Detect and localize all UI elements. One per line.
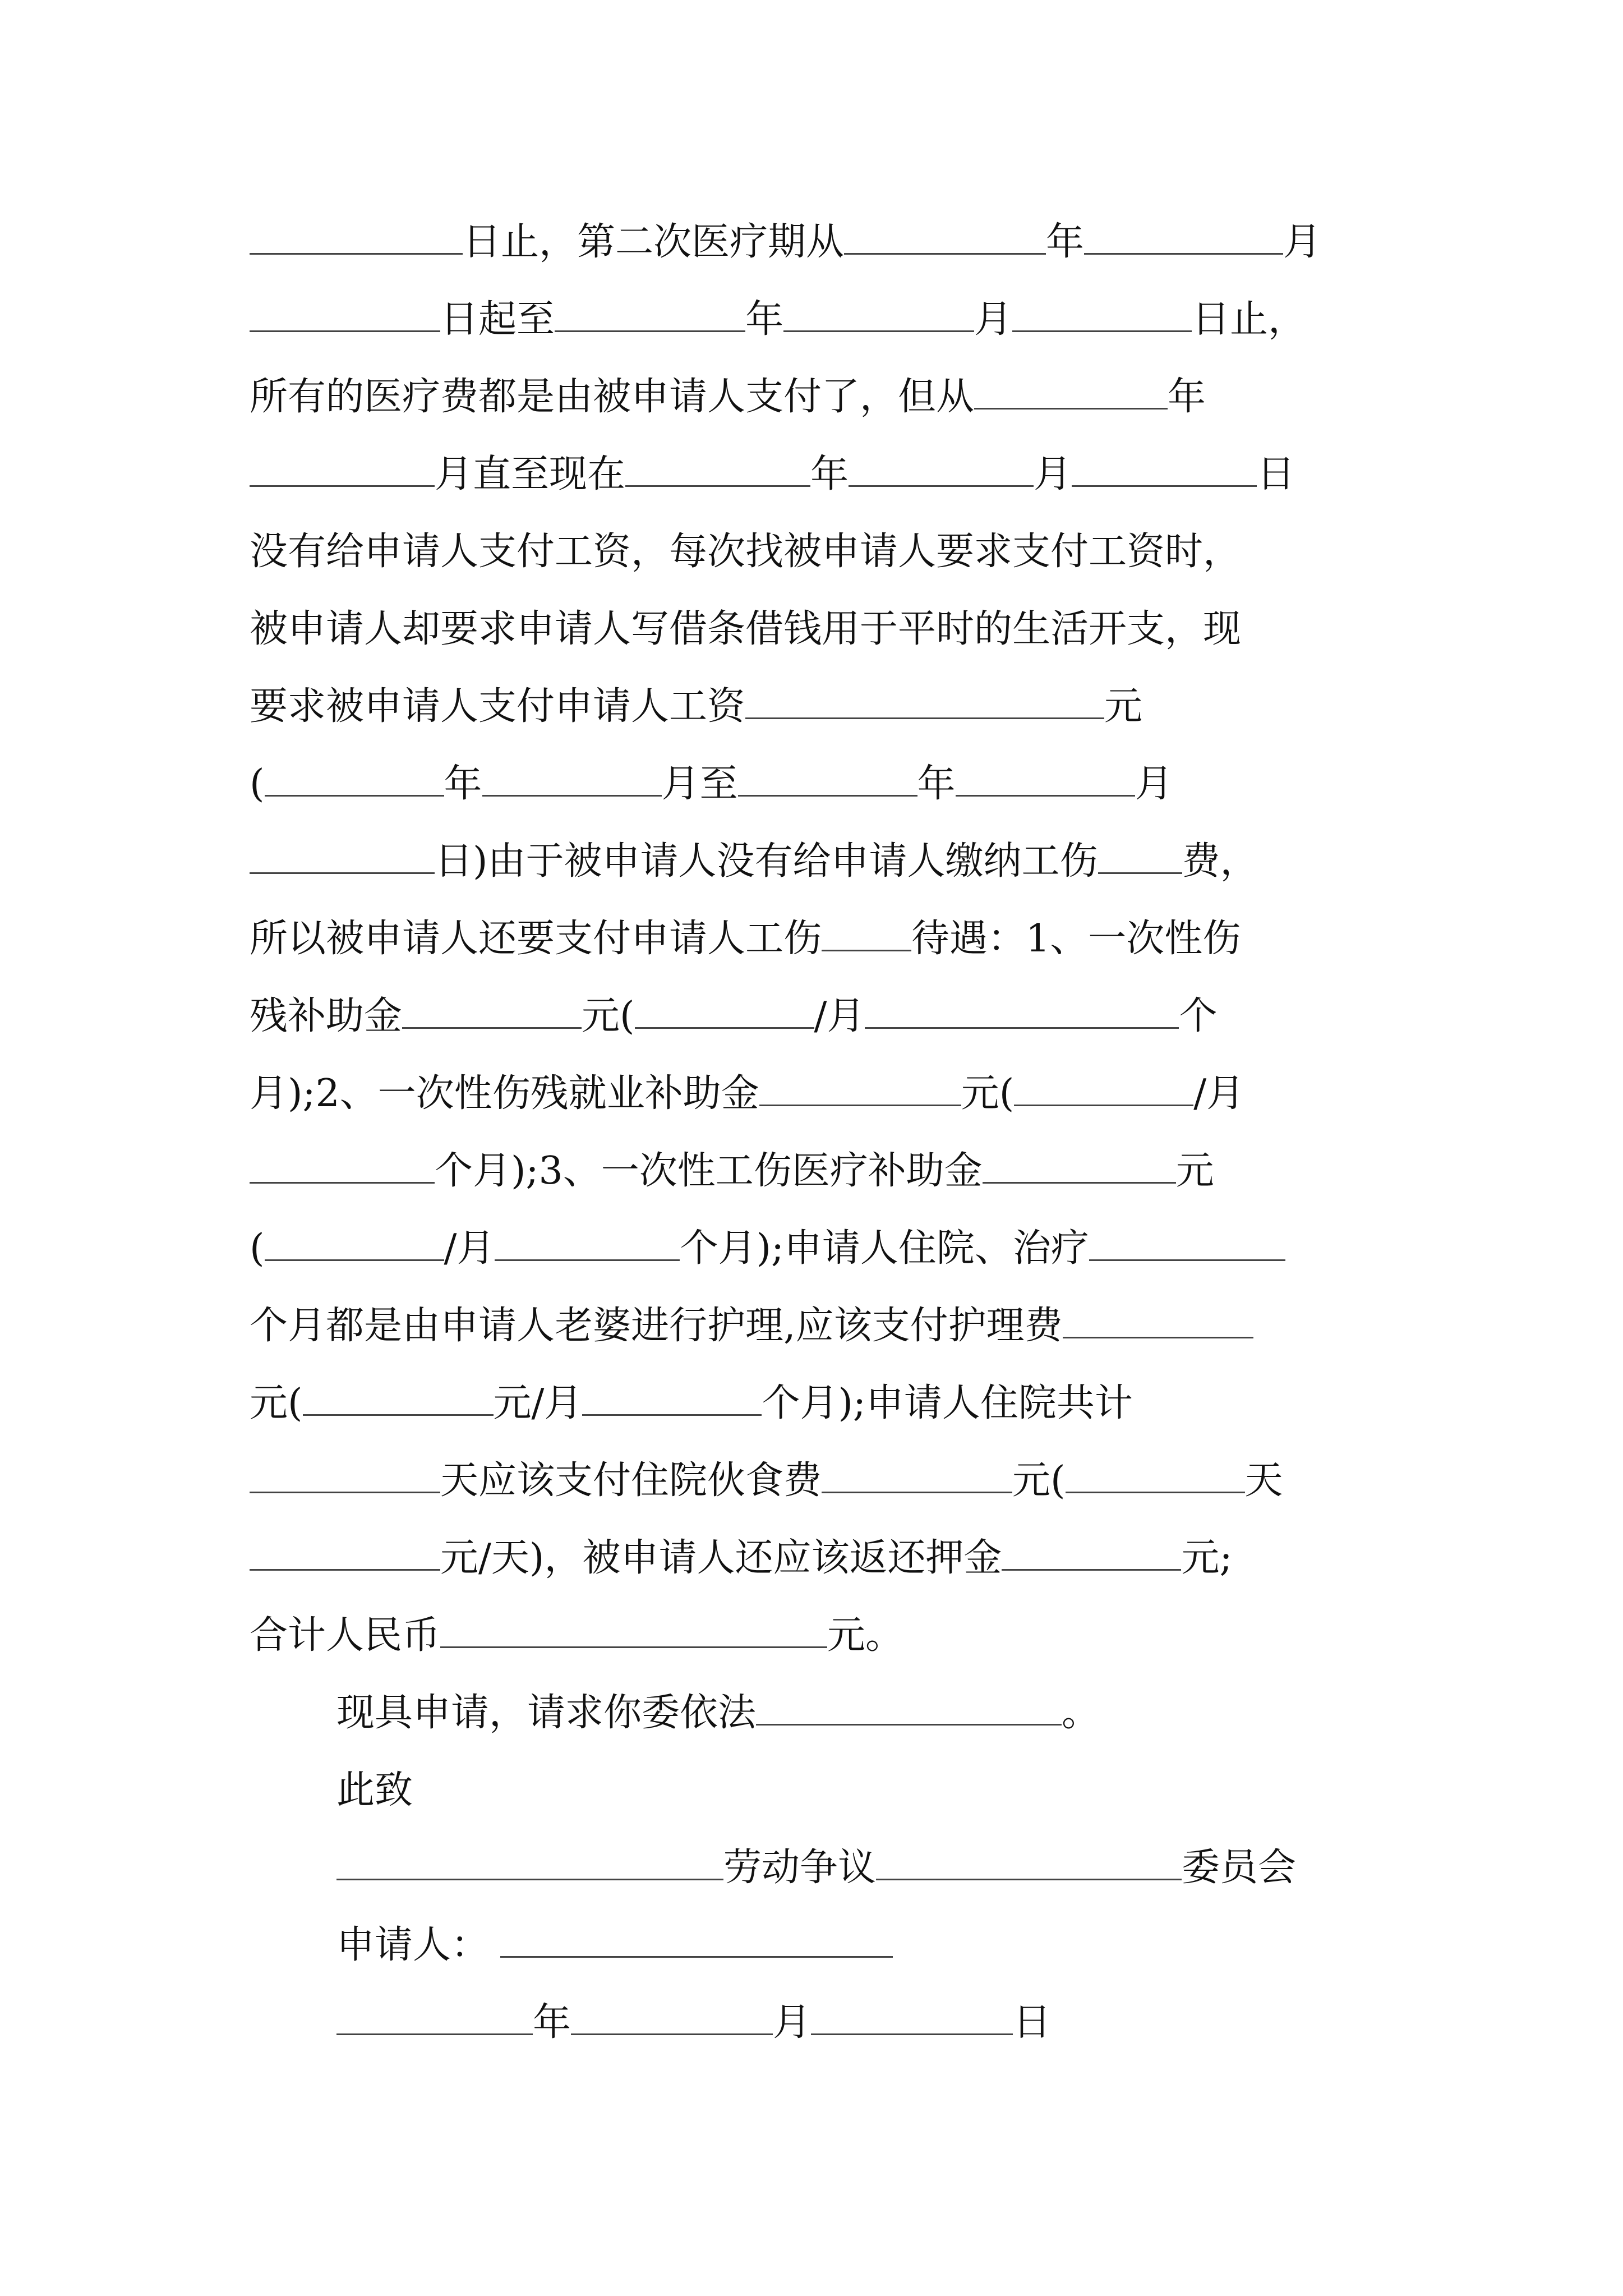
fill-in-blank [250, 832, 435, 874]
fill-in-blank [495, 1219, 680, 1261]
text-segment: 所有的医疗费都是由被申请人支付了，但从 [250, 375, 975, 419]
fill-in-blank [849, 445, 1034, 487]
text-line-19 [250, 1602, 1371, 1669]
text-line-10 [250, 905, 1371, 973]
text-segment: 月至 [661, 762, 738, 806]
text-line-12 [250, 1060, 1371, 1128]
text-segment: 劳动争议 [723, 1846, 877, 1890]
fill-in-blank [250, 1142, 435, 1184]
text-segment: 年 [1168, 375, 1206, 419]
text-segment: 元。 [827, 1613, 904, 1658]
fill-in-blank [265, 754, 444, 797]
text-segment: 年 [810, 452, 849, 496]
fill-in-blank [759, 1064, 961, 1106]
fill-in-blank [844, 213, 1046, 255]
date-line [336, 1989, 1051, 2056]
fill-in-blank [1063, 1296, 1253, 1338]
text-segment: 要求被申请人支付申请人工资 [250, 684, 746, 729]
fill-in-blank [783, 290, 974, 332]
text-line-7 [250, 673, 1371, 740]
fill-in-blank [822, 1451, 1012, 1493]
text-segment: 所以被申请人还要支付申请人工伤 [250, 917, 822, 961]
text-segment: 年 [444, 762, 482, 806]
text-segment: 元( [1012, 1458, 1066, 1503]
fill-in-blank [625, 445, 810, 487]
text-segment: 个月);3、一次性工伤医疗补助金 [435, 1149, 983, 1193]
text-line-13 [250, 1138, 1371, 1205]
text-segment: 元( [250, 1381, 303, 1425]
text-line-18 [250, 1525, 1371, 1592]
fill-in-blank [571, 1993, 773, 2035]
text-line-5 [250, 518, 1371, 586]
fill-in-blank [265, 1219, 444, 1261]
fill-in-blank [440, 1606, 827, 1648]
text-segment: /月 [1193, 1071, 1245, 1116]
text-line-14 [250, 1215, 1371, 1282]
fill-in-blank [1072, 445, 1257, 487]
text-line-1 [250, 209, 1371, 276]
text-line-8 [250, 751, 1371, 818]
text-segment: /月 [444, 1226, 495, 1271]
text-segment: 个 [1179, 994, 1218, 1038]
salute-line [336, 1757, 413, 1824]
committee-line [336, 1834, 1296, 1902]
fill-in-blank [956, 754, 1135, 797]
text-segment: 个月);申请人住院共计 [762, 1381, 1133, 1425]
text-segment: 日止，第二次医疗期从 [463, 220, 845, 264]
text-segment: 日)由于被申请人没有给申请人缴纳工伤 [435, 839, 1098, 884]
fill-in-blank [876, 1838, 1182, 1880]
fill-in-blank [756, 1683, 1062, 1726]
text-segment: 被申请人却要求申请人写借条借钱用于平时的生活开支，现 [250, 607, 1242, 651]
text-line-11 [250, 983, 1371, 1050]
fill-in-blank [822, 909, 911, 951]
fill-in-blank [250, 1529, 440, 1571]
fill-in-blank [250, 1451, 440, 1493]
text-line-17 [250, 1447, 1371, 1515]
text-segment: 元 [1175, 1149, 1214, 1193]
salute-text: 此致 [336, 1768, 413, 1812]
fill-in-blank [1066, 1451, 1245, 1493]
fill-in-blank [974, 367, 1168, 409]
text-segment: 月 [1135, 762, 1173, 806]
text-segment: ( [250, 1226, 265, 1271]
text-segment: 个月都是由申请人老婆进行护理,应该支付护理费 [250, 1304, 1063, 1348]
text-segment: 日止， [1192, 297, 1307, 342]
text-segment: 年 [533, 2000, 571, 2045]
text-segment: 月 [773, 2000, 811, 2045]
text-segment: 天 [1244, 1458, 1283, 1503]
text-line-16 [250, 1370, 1371, 1437]
fill-in-blank [635, 987, 814, 1029]
fill-in-blank [336, 1993, 533, 2035]
fill-in-blank [811, 1993, 1013, 2035]
fill-in-blank [1002, 1529, 1181, 1571]
fill-in-blank [1012, 290, 1192, 332]
fill-in-blank [250, 445, 435, 487]
fill-in-blank [745, 677, 1104, 719]
fill-in-blank [250, 213, 463, 255]
applicant-line [336, 1912, 893, 1979]
request-line [336, 1680, 1100, 1747]
fill-in-blank [1089, 1219, 1285, 1261]
text-segment: 。 [1062, 1691, 1100, 1735]
text-segment: 元( [582, 994, 635, 1038]
fill-in-blank [1084, 213, 1283, 255]
text-segment: 费， [1182, 839, 1258, 884]
fill-in-blank [336, 1838, 723, 1880]
text-line-3 [250, 364, 1371, 431]
text-segment: 元 [1104, 684, 1143, 729]
text-line-6 [250, 596, 1371, 663]
text-segment: 月 [974, 297, 1013, 342]
text-segment: 现具申请，请求你委依法 [336, 1691, 757, 1735]
fill-in-blank [250, 290, 440, 332]
text-segment: 合计人民币 [250, 1613, 441, 1658]
text-line-9 [250, 828, 1371, 895]
fill-in-blank [500, 1916, 893, 1958]
text-segment: 元/天)，被申请人还应该返还押金 [440, 1536, 1002, 1580]
text-segment: 年 [745, 297, 784, 342]
text-segment: 日起至 [440, 297, 555, 342]
fill-in-blank [402, 987, 582, 1029]
text-line-4 [250, 441, 1371, 508]
text-segment: 个月);申请人住院、治疗 [680, 1226, 1089, 1271]
text-segment: 元; [1181, 1536, 1233, 1580]
text-segment: 年 [917, 762, 956, 806]
fill-in-blank [582, 1374, 762, 1416]
text-line-15 [250, 1292, 1371, 1360]
text-line-2 [250, 286, 1371, 353]
text-segment: 残补助金 [250, 994, 403, 1038]
fill-in-blank [1098, 832, 1182, 874]
fill-in-blank [482, 754, 662, 797]
text-segment: /月 [814, 994, 865, 1038]
text-segment: 月 [1034, 452, 1072, 496]
text-segment: 委员会 [1182, 1846, 1297, 1890]
text-segment: 天应该支付住院伙食费 [440, 1458, 822, 1503]
text-segment: 日 [1013, 2000, 1052, 2045]
text-segment: 没有给申请人支付工资，每次找被申请人要求支付工资时， [250, 530, 1242, 574]
text-segment: 元/月 [493, 1381, 583, 1425]
applicant-label: 申请人： [336, 1923, 490, 1967]
text-segment: ( [250, 762, 265, 806]
text-segment: 元( [961, 1071, 1015, 1116]
fill-in-blank [1014, 1064, 1193, 1106]
fill-in-blank [555, 290, 745, 332]
fill-in-blank [303, 1374, 494, 1416]
text-segment: 月);2、一次性伤残就业补助金 [250, 1071, 759, 1116]
text-segment: 日 [1257, 452, 1295, 496]
fill-in-blank [983, 1142, 1176, 1184]
fill-in-blank [865, 987, 1179, 1029]
text-segment: 待遇：1、一次性伤 [911, 917, 1241, 961]
text-segment: 年 [1046, 220, 1085, 264]
text-segment: 月 [1283, 220, 1322, 264]
fill-in-blank [738, 754, 917, 797]
text-segment: 月直至现在 [435, 452, 626, 496]
